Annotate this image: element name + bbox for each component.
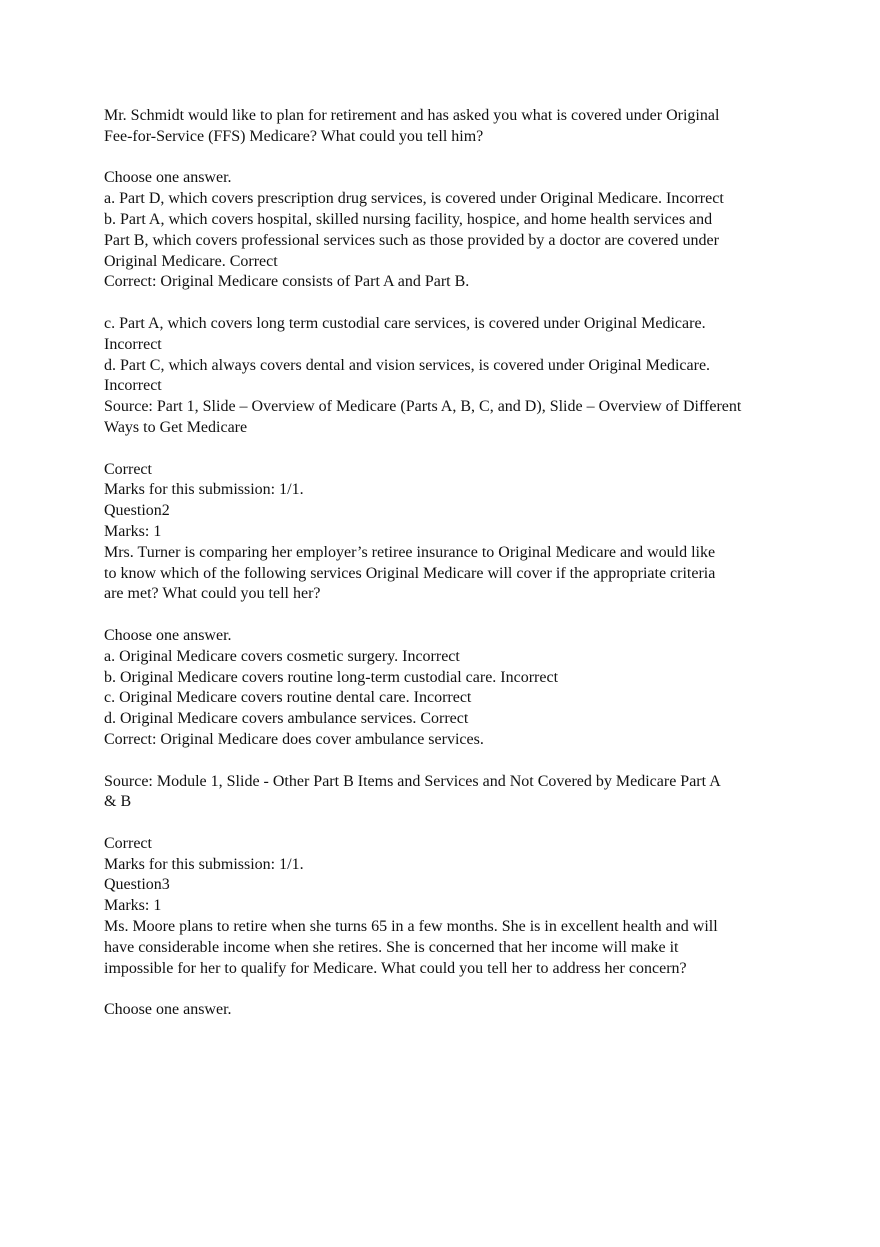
- q1-marks-submission: Marks for this submission: 1/1.: [104, 481, 304, 499]
- q3-prompt-line-3: impossible for her to qualify for Medicare. What could you tell her to address her concern?: [104, 959, 687, 977]
- q2-source-line-2: & B: [104, 793, 132, 811]
- q2-source-line-1: Source: Module 1, Slide - Other Part B Items and Services and Not Covered by Medicare Part A: [104, 772, 721, 790]
- q2-result: Correct: [104, 834, 152, 852]
- q1-prompt-line-1: Mr. Schmidt would like to plan for retirement and has asked you what is covered under Original: [104, 107, 720, 124]
- q3-label: Question3: [104, 876, 170, 894]
- q1-option-d-line-1: d. Part C, which always covers dental and vision services, is covered under Original Medicare.: [104, 356, 711, 374]
- q1-feedback: Correct: Original Medicare consists of Part A and Part B.: [104, 273, 470, 291]
- q1-option-b-line-1: b. Part A, which covers hospital, skilled nursing facility, hospice, and home health services and: [104, 210, 713, 228]
- q2-option-b: b. Original Medicare covers routine long-term custodial care. Incorrect: [104, 668, 559, 686]
- q3-marks: Marks: 1: [104, 897, 162, 915]
- q2-option-d: d. Original Medicare covers ambulance services. Correct: [104, 710, 469, 728]
- q1-result: Correct: [104, 460, 152, 478]
- q1-option-c-line-1: c. Part A, which covers long term custodial care services, is covered under Original Medicare.: [104, 314, 706, 332]
- q2-marks: Marks: 1: [104, 522, 162, 540]
- q1-source-line-1: Source: Part 1, Slide – Overview of Medicare (Parts A, B, C, and D), Slide – Overview of Different: [104, 398, 742, 416]
- q1-option-d-line-2: Incorrect: [104, 377, 162, 395]
- document-page: [104, 106, 804, 1021]
- q2-prompt-line-2: to know which of the following services Original Medicare will cover if the appropriate criteria: [104, 564, 716, 582]
- q2-option-a: a. Original Medicare covers cosmetic surgery. Incorrect: [104, 647, 460, 665]
- q3-prompt-line-1: Ms. Moore plans to retire when she turns 65 in a few months. She is in excellent health and will: [104, 918, 718, 936]
- q1-option-b-line-3: Original Medicare. Correct: [104, 252, 278, 270]
- q1-option-c-line-2: Incorrect: [104, 335, 162, 353]
- q2-prompt-line-1: Mrs. Turner is comparing her employer’s retiree insurance to Original Medicare and would like: [104, 543, 716, 561]
- q1-source-line-2: Ways to Get Medicare: [104, 418, 248, 436]
- q1-option-b-line-2: Part B, which covers professional services such as those provided by a doctor are covered under: [104, 231, 719, 249]
- q2-marks-submission: Marks for this submission: 1/1.: [104, 855, 304, 873]
- q1-option-a: a. Part D, which covers prescription drug services, is covered under Original Medicare. Incorrect: [104, 190, 724, 208]
- q1-choose-label: Choose one answer.: [104, 169, 232, 187]
- q3-prompt-line-2: have considerable income when she retires. She is concerned that her income will make it: [104, 938, 679, 956]
- q2-prompt-line-3: are met? What could you tell her?: [104, 585, 321, 603]
- q3-choose-label: Choose one answer.: [104, 1001, 232, 1019]
- q2-option-c: c. Original Medicare covers routine dental care. Incorrect: [104, 689, 472, 707]
- q2-choose-label: Choose one answer.: [104, 626, 232, 644]
- q1-prompt-line-2: Fee-for-Service (FFS) Medicare? What could you tell him?: [104, 127, 484, 145]
- q2-feedback: Correct: Original Medicare does cover ambulance services.: [104, 730, 484, 748]
- q2-label: Question2: [104, 502, 170, 520]
